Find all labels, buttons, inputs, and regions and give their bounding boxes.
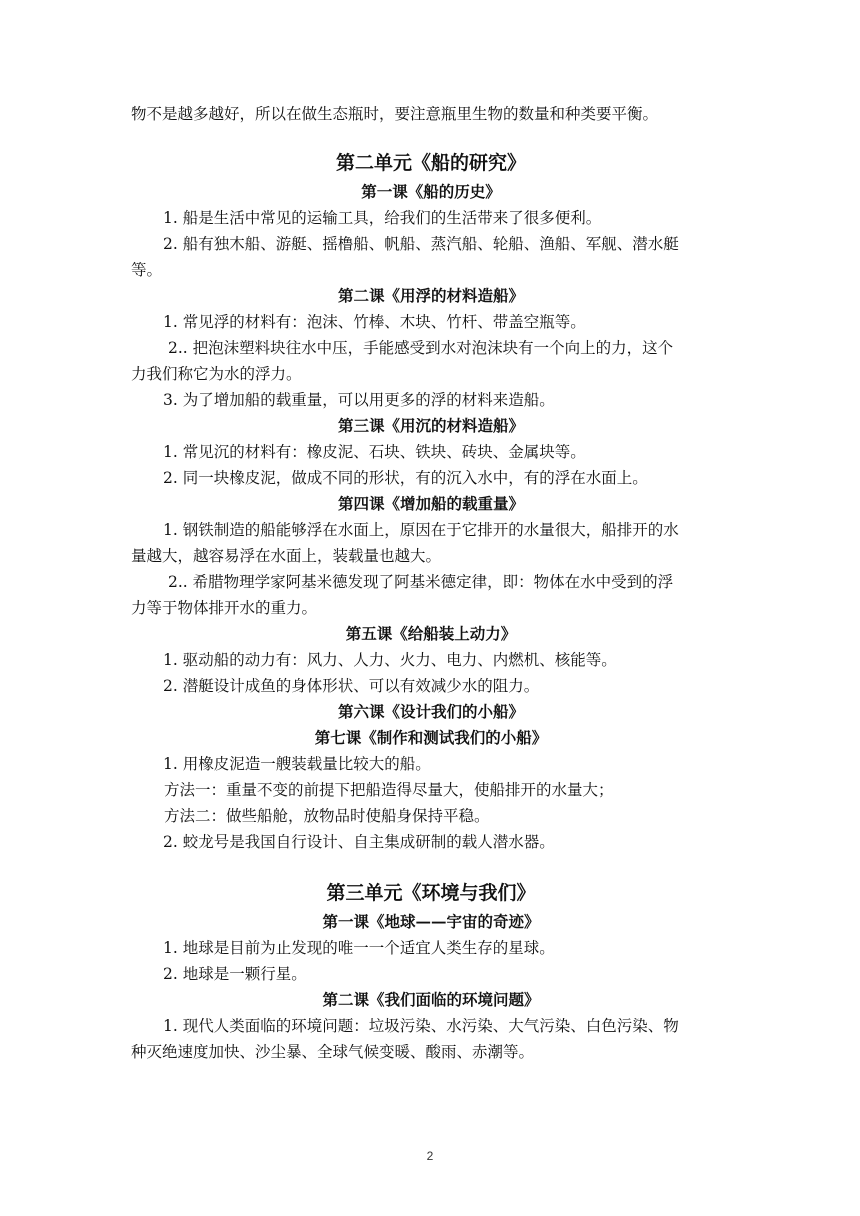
paragraph-line: 2.. 希腊物理学家阿基米德发现了阿基米德定律，即：物体在水中受到的浮	[168, 573, 674, 591]
paragraph-line: 力我们称它为水的浮力。	[131, 365, 302, 383]
paragraph-line: 2.. 把泡沫塑料块往水中压，手能感受到水对泡沫块有一个向上的力，这个	[168, 339, 674, 357]
unit-heading: 第三单元《环境与我们》	[326, 882, 536, 904]
lesson-heading: 第三课《用沉的材料造船》	[337, 416, 524, 435]
paragraph-line: 2. 船有独木船、游艇、摇橹船、帆船、蒸汽船、轮船、渔船、军舰、潜水艇	[163, 235, 679, 253]
lesson-heading: 第五课《给船装上动力》	[345, 624, 517, 643]
paragraph-line: 方法二：做些船舱，放物品时使船身保持平稳。	[164, 807, 490, 825]
paragraph-line: 力等于物体排开水的重力。	[131, 599, 318, 617]
unit-heading: 第二单元《船的研究》	[335, 152, 526, 174]
paragraph-line: 1. 船是生活中常见的运输工具，给我们的生活带来了很多便利。	[163, 209, 602, 227]
paragraph-line: 1. 用橡皮泥造一艘装载量比较大的船。	[163, 755, 431, 773]
paragraph-line: 2. 同一块橡皮泥，做成不同的形状，有的沉入水中，有的浮在水面上。	[163, 469, 648, 487]
paragraph-line: 等。	[131, 261, 163, 279]
paragraph-line: 1. 常见沉的材料有：橡皮泥、石块、铁块、砖块、金属块等。	[163, 443, 586, 461]
paragraph-line: 2. 潜艇设计成鱼的身体形状、可以有效减少水的阻力。	[163, 677, 540, 695]
paragraph-line: 1. 地球是目前为止发现的唯一一个适宜人类生存的星球。	[163, 939, 555, 957]
lesson-heading: 第一课《地球——宇宙的奇迹》	[322, 912, 540, 931]
page-number: 2	[426, 1149, 434, 1163]
paragraph-line: 种灭绝速度加快、沙尘暴、全球气候变暖、酸雨、赤潮等。	[131, 1043, 535, 1061]
paragraph-line: 2. 地球是一颗行星。	[163, 965, 307, 983]
lesson-heading: 第二课《用浮的材料造船》	[337, 286, 524, 305]
paragraph-line: 物不是越多越好，所以在做生态瓶时，要注意瓶里生物的数量和种类要平衡。	[131, 105, 659, 123]
lesson-heading: 第七课《制作和测试我们的小船》	[314, 728, 548, 747]
page-content	[131, 101, 731, 1065]
lesson-heading: 第六课《设计我们的小船》	[337, 702, 524, 721]
paragraph-line: 方法一：重量不变的前提下把船造得尽量大，使船排开的水量大；	[164, 781, 614, 799]
paragraph-line: 1. 常见浮的材料有：泡沫、竹棒、木块、竹杆、带盖空瓶等。	[163, 313, 586, 331]
paragraph-line: 1. 钢铁制造的船能够浮在水面上，原因在于它排开的水量很大，船排开的水	[163, 521, 679, 539]
paragraph-line: 1. 驱动船的动力有：风力、人力、火力、电力、内燃机、核能等。	[163, 651, 617, 669]
paragraph-line: 2. 蛟龙号是我国自行设计、自主集成研制的载人潜水器。	[163, 833, 555, 851]
lesson-heading: 第一课《船的历史》	[361, 182, 501, 201]
lesson-heading: 第二课《我们面临的环境问题》	[322, 990, 540, 1009]
paragraph-line: 1. 现代人类面临的环境问题：垃圾污染、水污染、大气污染、白色污染、物	[163, 1017, 679, 1035]
paragraph-line: 3. 为了增加船的载重量，可以用更多的浮的材料来造船。	[163, 391, 555, 409]
lesson-heading: 第四课《增加船的载重量》	[337, 494, 524, 513]
paragraph-line: 量越大，越容易浮在水面上，装载量也越大。	[131, 547, 442, 565]
